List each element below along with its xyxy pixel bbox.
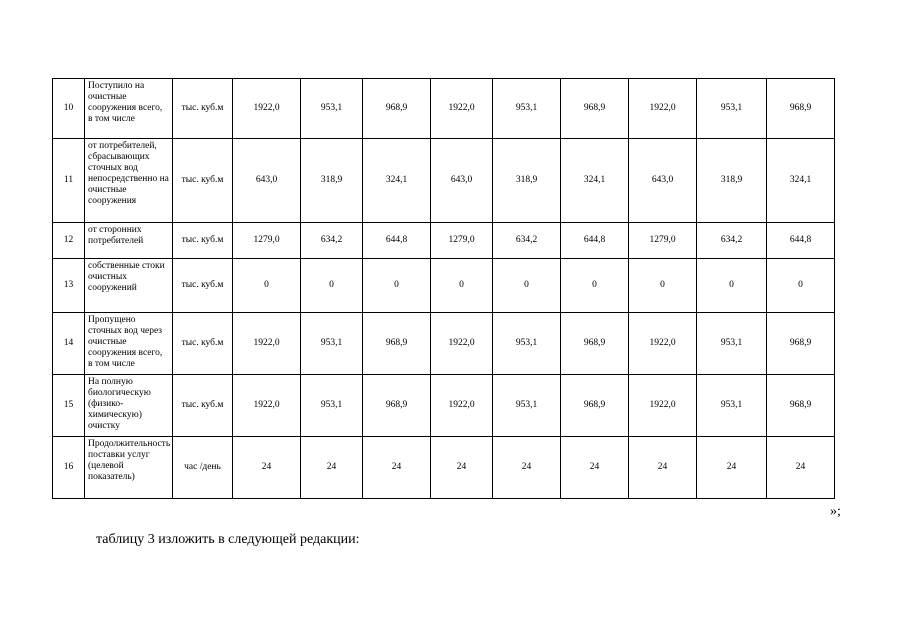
value-cell: 0 (767, 259, 835, 313)
table-row (53, 223, 835, 259)
value-cell: 968,9 (561, 79, 629, 139)
value-cell: 953,1 (493, 313, 561, 375)
value-cell: 968,9 (767, 313, 835, 375)
value-cell: 953,1 (301, 313, 363, 375)
unit-cell: тыс. куб.м (173, 375, 233, 437)
value-cell: 0 (431, 259, 493, 313)
value-cell: 1922,0 (233, 375, 301, 437)
row-number: 10 (53, 79, 85, 139)
table-row (53, 313, 835, 375)
value-cell: 953,1 (301, 375, 363, 437)
table-row (53, 139, 835, 223)
row-number: 12 (53, 223, 85, 259)
unit-cell: тыс. куб.м (173, 79, 233, 139)
value-cell: 0 (697, 259, 767, 313)
value-cell: 1922,0 (233, 79, 301, 139)
row-number: 11 (53, 139, 85, 223)
row-number: 13 (53, 259, 85, 313)
value-cell: 968,9 (363, 375, 431, 437)
value-cell: 968,9 (363, 313, 431, 375)
unit-cell: тыс. куб.м (173, 139, 233, 223)
unit-cell: тыс. куб.м (173, 313, 233, 375)
table-row (53, 259, 835, 313)
value-cell: 0 (233, 259, 301, 313)
data-table (52, 78, 835, 499)
value-cell: 0 (363, 259, 431, 313)
value-cell: 953,1 (493, 79, 561, 139)
unit-cell: час /день (173, 437, 233, 499)
value-cell: 953,1 (697, 79, 767, 139)
indicator-name: Продолжительность поставки услуг (целевой показатель) (85, 437, 173, 499)
indicator-name: собственные стоки очистных сооружений (85, 259, 173, 313)
row-number: 14 (53, 313, 85, 375)
value-cell: 643,0 (233, 139, 301, 223)
value-cell: 24 (697, 437, 767, 499)
value-cell: 968,9 (767, 375, 835, 437)
value-cell: 324,1 (767, 139, 835, 223)
closing-quote-mark: »; (830, 504, 841, 519)
value-cell: 318,9 (493, 139, 561, 223)
value-cell: 968,9 (561, 375, 629, 437)
value-cell: 24 (363, 437, 431, 499)
value-cell: 0 (301, 259, 363, 313)
value-cell: 0 (629, 259, 697, 313)
value-cell: 634,2 (697, 223, 767, 259)
value-cell: 1279,0 (629, 223, 697, 259)
value-cell: 24 (493, 437, 561, 499)
value-cell: 24 (629, 437, 697, 499)
value-cell: 644,8 (363, 223, 431, 259)
value-cell: 324,1 (561, 139, 629, 223)
value-cell: 0 (561, 259, 629, 313)
value-cell: 318,9 (301, 139, 363, 223)
value-cell: 953,1 (493, 375, 561, 437)
value-cell: 24 (767, 437, 835, 499)
table-row (53, 375, 835, 437)
row-number: 15 (53, 375, 85, 437)
indicator-name: Пропущено сточных вод через очистные сооружения всего, в том числе (85, 313, 173, 375)
table-body (53, 79, 835, 499)
indicator-name: от сторонних потребителей (85, 223, 173, 259)
table-row (53, 79, 835, 139)
value-cell: 968,9 (363, 79, 431, 139)
value-cell: 953,1 (697, 375, 767, 437)
indicator-name: Поступило на очистные сооружения всего, в том числе (85, 79, 173, 139)
value-cell: 1279,0 (233, 223, 301, 259)
value-cell: 318,9 (697, 139, 767, 223)
value-cell: 24 (233, 437, 301, 499)
value-cell: 643,0 (431, 139, 493, 223)
value-cell: 0 (493, 259, 561, 313)
value-cell: 953,1 (301, 79, 363, 139)
value-cell: 953,1 (697, 313, 767, 375)
value-cell: 1922,0 (431, 375, 493, 437)
value-cell: 644,8 (767, 223, 835, 259)
value-cell: 1922,0 (629, 79, 697, 139)
table-row (53, 437, 835, 499)
value-cell: 24 (301, 437, 363, 499)
row-number: 16 (53, 437, 85, 499)
value-cell: 24 (561, 437, 629, 499)
indicator-name: от потребителей, сбрасывающих сточных вод непосредственно на очистные сооружения (85, 139, 173, 223)
value-cell: 324,1 (363, 139, 431, 223)
value-cell: 1279,0 (431, 223, 493, 259)
value-cell: 1922,0 (431, 313, 493, 375)
value-cell: 634,2 (301, 223, 363, 259)
value-cell: 24 (431, 437, 493, 499)
value-cell: 968,9 (561, 313, 629, 375)
instruction-text: таблицу 3 изложить в следующей редакции: (96, 532, 360, 547)
value-cell: 1922,0 (431, 79, 493, 139)
value-cell: 968,9 (767, 79, 835, 139)
value-cell: 1922,0 (629, 313, 697, 375)
value-cell: 643,0 (629, 139, 697, 223)
unit-cell: тыс. куб.м (173, 259, 233, 313)
unit-cell: тыс. куб.м (173, 223, 233, 259)
indicator-name: На полную биологическую (физико-химическую) очистку (85, 375, 173, 437)
value-cell: 1922,0 (233, 313, 301, 375)
value-cell: 634,2 (493, 223, 561, 259)
value-cell: 644,8 (561, 223, 629, 259)
value-cell: 1922,0 (629, 375, 697, 437)
